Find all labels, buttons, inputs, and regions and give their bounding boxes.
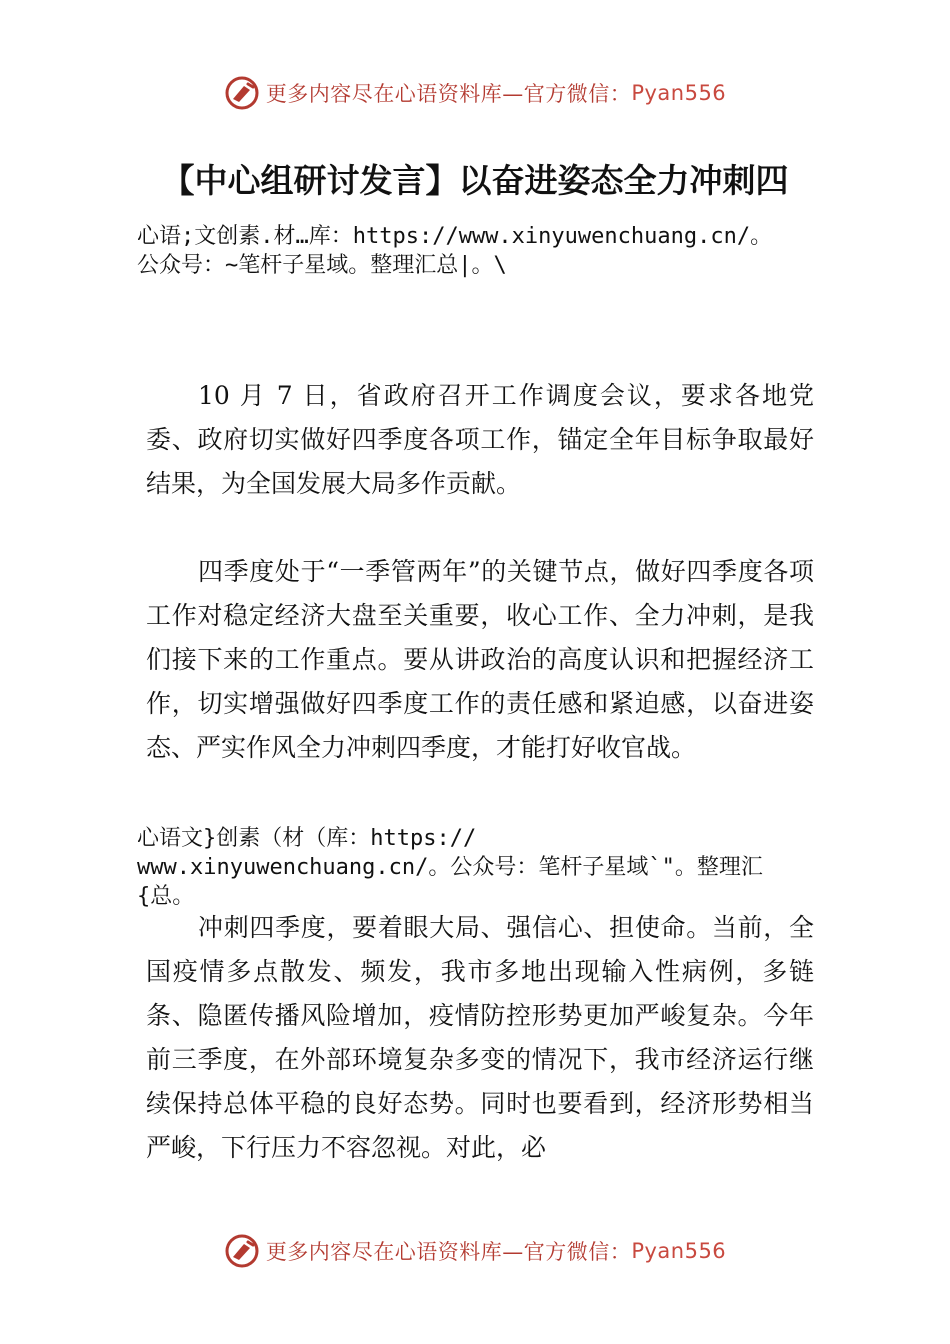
document-title: 【中心组研讨发言】以奋进姿态全力冲刺四 bbox=[161, 161, 789, 200]
banner-text: 更多内容尽在心语资料库—官方微信： bbox=[265, 82, 632, 106]
banner-wechat-id: Pyan556 bbox=[631, 1239, 727, 1263]
source-note: 心语;文创素.材…库：https://www.xinyuwenchuang.cn/。 公众号：~笔杆子星域。整理汇总|。\ bbox=[137, 224, 773, 278]
footer-banner bbox=[0, 1231, 950, 1271]
paragraph: 10 月 7 日，省政府召开工作调度会议，要求各地党委、政府切实做好四季度各项工作，锚定全年目标争取最好结果，为全国发展大局多作贡献。 bbox=[146, 381, 814, 498]
banner-text: 更多内容尽在心语资料库—官方微信： bbox=[265, 1240, 632, 1264]
brand-logo-icon bbox=[224, 1233, 260, 1269]
header-banner bbox=[0, 73, 950, 113]
banner-wechat-id: Pyan556 bbox=[631, 81, 727, 105]
source-note: 心语文}创素（材（库：https:// www.xinyuwenchuang.cn/。公众号：笔杆子星域`"。整理汇 {总。 bbox=[137, 826, 763, 909]
paragraph: 四季度处于“一季管两年”的关键节点，做好四季度各项工作对稳定经济大盘至关重要，收心工作、全力冲刺，是我们接下来的工作重点。要从讲政治的高度认识和把握经济工作，切实增强做好四季度工作的责任感和紧迫感，以奋进姿态、严实作风全力冲刺四季度，才能打好收官战。 bbox=[146, 557, 814, 762]
paragraph: 冲刺四季度，要着眼大局、强信心、担使命。当前，全国疫情多点散发、频发，我市多地出现输入性病例，多链条、隐匿传播风险增加，疫情防控形势更加严峻复杂。今年前三季度，在外部环境复杂多变的情况下，我市经济运行继续保持总体平稳的良好态势。同时也要看到，经济形势相当严峻，下行压力不容忽视。对此，必 bbox=[146, 913, 814, 1162]
brand-logo-icon bbox=[224, 75, 260, 111]
